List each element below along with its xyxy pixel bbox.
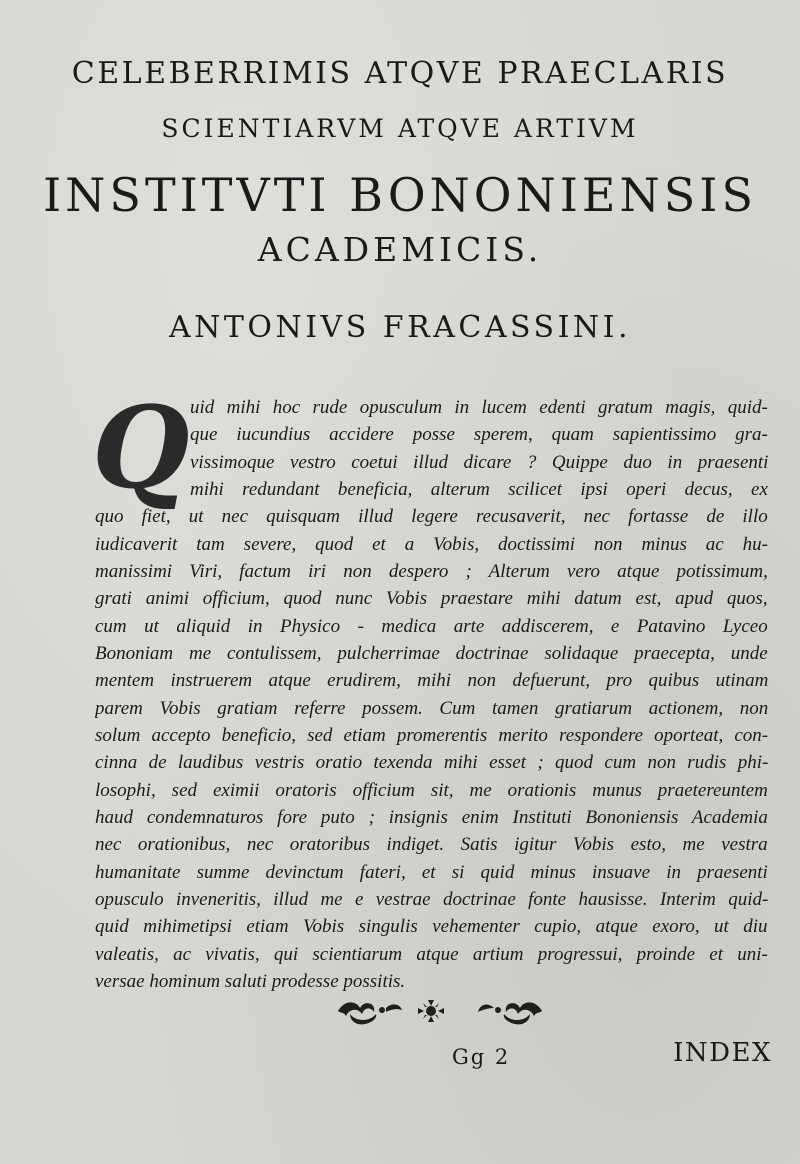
dedication-heading-line-4: ACADEMICIS. [257,230,543,269]
signature-mark: Gg 2 [452,1045,511,1069]
author-name: ANTONIVS FRACASSINI. [168,310,632,345]
body-line: grati animi officium, quod nunc Vobis praestare mihi datum est, apud quos, [95,589,768,608]
body-line: quo fiet, ut nec quisquam illud legere recusaverit, nec fortasse de illo [95,507,768,526]
body-line: uid mihi hoc rude opusculum in lucem edenti gratum magis, quid- [190,398,768,417]
dedication-heading-line-1: CELEBERRIMIS ATQVE PRAECLARIS [71,56,729,91]
catchword: INDEX [673,1038,772,1068]
body-line: mentem instruerem atque erudirem, mihi non defuerunt, pro quibus utinam [95,671,768,690]
body-line: quid mihimetipsi etiam Vobis singulis vehementer cupio, atque exoro, ut diu [95,917,768,936]
body-line: parem Vobis gratiam referre possem. Cum tamen gratiarum actionem, non [95,699,768,718]
body-line: iudicaverit tam severe, quod et a Vobis, doctissimi non minus ac hu- [95,535,768,554]
dedication-heading-line-2: SCIENTIARVM ATQVE ARTIVM [161,114,639,143]
body-line: vissimoque vestro coetui illud dicare ? Quippe duo in praesenti [190,453,768,472]
body-line: humanitate summe devinctum fateri, et si quid minus insuave in praesenti [95,863,768,882]
body-line: que iucundius accidere posse sperem, quam sapientissimo gra- [190,425,768,444]
body-line: Bononiam me contulissem, pulcherrimae doctrinae solidaque praecepta, unde [95,644,768,663]
drop-cap: Q [92,383,190,514]
body-line: cum ut aliquid in Physico - medica arte addiscerem, e Patavino Lyceo [95,617,768,636]
body-line: opusculo inveneritis, illud me e vestrae doctrinae fonte hausisse. Interim quid- [95,890,768,909]
body-line last-line: versae hominum saluti prodesse possitis. [95,972,406,991]
body-line: losophi, sed eximii oratoris officium sit, me orationis munus praetereuntem [95,781,768,800]
body-line: valeatis, ac vivatis, qui scientiarum atque artium progressui, proinde et uni- [95,945,768,964]
body-line: nec orationibus, nec oratoribus indiget. Satis igitur Vobis esto, me vestra [95,835,768,854]
body-line: manissimi Viri, factum iri non despero ; Alterum vero atque potissimum, [95,562,768,581]
body-line: cinna de laudibus vestris oratio texenda mihi esset ; quod cum non rudis phi- [95,753,768,772]
dedication-heading-line-3: INSTITVTI BONONIENSIS [43,168,757,222]
floral-ornament-icon [330,996,550,1026]
body-line: mihi redundant beneficia, alterum scilicet ipsi operi decus, ex [190,480,768,499]
body-line: haud condemnaturos fore puto ; insignis enim Instituti Bononiensis Academia [95,808,768,827]
body-line: solum accepto beneficio, sed etiam promerentis merito respondere oporteat, con- [95,726,768,745]
